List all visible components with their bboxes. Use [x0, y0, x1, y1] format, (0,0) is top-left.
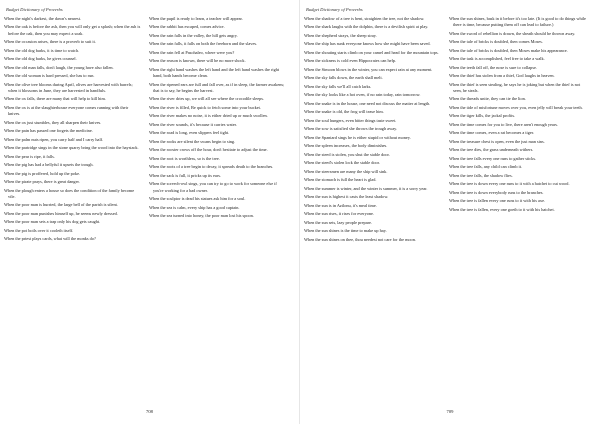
proverb-entry: When the steersmen are many the ship will sink.	[304, 168, 388, 174]
right-page	[300, 0, 600, 424]
proverb-entry: When the sculptor is dead his statues ask him for a soul.	[149, 196, 246, 202]
running-header: Budget Dictionary of Proverbs	[306, 7, 363, 12]
proverb-entry: When the rooks are silent the swans begin to sing.	[149, 138, 236, 144]
proverb-entry: When the plough enters a house so does the condition of the family become vile.	[4, 187, 135, 199]
proverb-entry: When the tree dies, the grass underneath withers.	[449, 147, 534, 153]
proverb-entry: When the teeth fall off, the nose is sure to collapse.	[449, 64, 537, 70]
proverb-entry: When the tide of misfortune moves over you, even jelly will break your teeth.	[449, 104, 583, 110]
proverb-entry: When the priest plays cards, what will the monks do?	[4, 236, 96, 242]
proverb-entry: When the rabbit has escaped, comes advice.	[149, 24, 225, 30]
proverb-entry: When the sword of rebellion is drawn, the sheath should be thrown away.	[449, 30, 576, 36]
proverb-entry: When the tree is down every one runs to it with a hatchet to cut wood.	[449, 181, 570, 187]
proverb-entry: When the rain falls, it falls on both the freeborn and the slaves.	[149, 41, 258, 47]
page-number: 709	[446, 409, 454, 414]
proverb-entry: When the river dries up, we will all see where the crocodile sleeps.	[149, 96, 265, 102]
proverb-entry: When the pig has had a bellyful it upsets the trough.	[4, 162, 94, 168]
proverb-entry: When the pupil is ready to learn, a teacher will appear.	[149, 16, 243, 21]
proverb-entry: When the sea turned into honey, the poor man lost his spoon.	[149, 213, 254, 219]
proverb-entry: When the rooster crows off the hour, don't hesitate to adjust the time.	[149, 147, 268, 153]
proverb-entry: When the river sounds, it's because it carries water.	[149, 121, 237, 127]
proverb-entry: When the Simoon blows in the winter, you can expect rain at any moment.	[304, 66, 433, 72]
proverb-entry: When the sky falls we'll all catch larks.	[304, 83, 372, 89]
proverb-entry: When the tale of bricks is doubled, then comes Moses.	[449, 39, 543, 45]
proverb-entry: When the time comes, even a rat becomes a tiger.	[449, 130, 535, 136]
proverb-entry: When the task is accomplished, feel free to take a walk.	[449, 56, 545, 62]
proverb-entry: When the sun is in Azilonu, it's meal time.	[304, 202, 377, 208]
proverb-entry: When the sickness is cold even Hippocrates can help.	[304, 58, 396, 64]
proverb-entry: When the ox just stumbles, they all sharpen their knives.	[4, 119, 102, 125]
proverb-entry: When the partridge sings in the stone quarry bring the wood into the haystack.	[4, 145, 139, 151]
proverb-entry: When the tree is fallen, every one goeth to it with his hatchet.	[449, 206, 555, 212]
proverb-entry: When the reason is known, there will be no more shock.	[149, 58, 246, 64]
proverb-entry: When the old dog barks, it is time to watch.	[4, 47, 80, 53]
column-1	[304, 16, 441, 245]
proverb-entry: When the root is worthless, so is the tree.	[149, 155, 220, 161]
proverb-entry: When the tree is down everybody runs to the branches.	[449, 189, 544, 195]
proverb-entry: When the sky looks like a hot oven, if no rain today, rain tomorrow.	[304, 92, 421, 98]
proverb-entry: When the sea is calm, every ship has a good captain.	[149, 204, 240, 210]
proverb-entry: When the shepherd strays, the sheep stray.	[304, 32, 377, 38]
proverb-entry: When the river makes no noise, it is either dried up or much swollen.	[149, 113, 268, 119]
proverb-entry: When the sun rises, it rises for everyone.	[304, 211, 375, 217]
proverb-entry: When the shark laughs with the dolphin, there is a devilish spirit at play.	[304, 24, 429, 30]
proverb-entry: When the steed is stolen, you shut the stable door.	[304, 151, 390, 157]
proverb-entry: When the poor man sets a trap only his dog gets caught.	[4, 219, 101, 225]
proverb-entry: When the poor man punishes himself up, he seems newly dressed.	[4, 210, 118, 216]
proverb-entry: When the tree falls, the shadow flies.	[449, 172, 513, 178]
proverb-entry: When the snake is old, the frog will tease him.	[304, 109, 384, 115]
proverb-entry: When the pirate prays, there is great danger.	[4, 179, 80, 185]
proverb-entry: When the pear is ripe, it falls.	[4, 153, 55, 159]
proverb-entry: When the Spaniard sings he is either stupid or without money.	[304, 134, 411, 140]
proverb-entry: When the steed's stolen lock the stable door.	[304, 160, 380, 166]
proverb-entry: When the summer is winter, and the winter is summer, it is a sorry year.	[304, 185, 428, 191]
proverb-entry: When the old man falls, don't laugh, the young have also fallen.	[4, 64, 114, 70]
proverb-entry: When the sow is satisfied she throws the trough away.	[304, 126, 398, 132]
proverb-entry: When the sack is full, it pricks up its ears.	[149, 172, 221, 178]
proverb-entry: When the old woman is hard pressed, she has to run.	[4, 73, 95, 79]
proverb-entry: When the olive tree blooms during April, olives are harvested with barrels; when it blossoms in June, they are harvested in handfuls.	[4, 81, 133, 93]
proverb-entry: When the tale of bricks is doubled, then Moses make his appearance.	[449, 47, 568, 53]
proverb-entry: When the ripened ears are full and fall over, as if in sleep, the farmer awakens; that is to say, he begins the harvest.	[149, 81, 285, 93]
proverb-entry: When the snake is in the house, one need not discuss the matter at length.	[304, 100, 431, 106]
proverb-entry: When the occasion arises, there is a proverb to suit it.	[4, 39, 96, 45]
column-2	[449, 16, 586, 245]
proverb-entry: When the shadow of a tree is bent, straighten the tree, not the shadow.	[304, 16, 425, 21]
proverb-entry: When the right hand washes the left hand and the left hand washes the right hand, both hands become clean.	[149, 66, 280, 79]
columns	[304, 16, 596, 245]
page-number: 708	[146, 409, 153, 414]
proverb-entry: When the ox is at the slaughterhouse everyone comes running with their knives.	[4, 104, 129, 117]
column-1	[4, 16, 141, 245]
proverb-entry: When the tree falls every one runs to gather sticks.	[449, 155, 537, 161]
proverb-entry: When the roots of a tree begin to decay, it spreads death to the branches.	[149, 164, 274, 170]
proverb-entry: When the soul hungers, even bitter things taste sweet.	[304, 117, 397, 123]
proverb-entry: When the shouting starts climb on your camel and head for the mountain tops.	[304, 49, 439, 55]
proverb-entry: When the road is long, even slippers feel tight.	[149, 130, 230, 136]
proverb-entry: When the threads unite, they can tie the lion.	[449, 96, 526, 102]
proverb-entry: When the river is filled, Be quick to fetch some into your bucket.	[149, 104, 261, 110]
proverb-entry: When the pain has passed one forgets the medicine.	[4, 128, 93, 134]
running-header: Budget Dictionary of Proverbs	[6, 7, 63, 12]
proverb-entry: When the thief has stolen from a thief, God laughs in heaven.	[449, 73, 555, 79]
proverb-entry: When the spleen increases, the body diminishes.	[304, 143, 388, 149]
proverb-entry: When the ox falls, there are many that will help to kill him.	[4, 96, 106, 102]
proverb-entry: When the pig is proffered, hold up the poke.	[4, 170, 81, 176]
proverb-entry: When the tree is fallen every one runs to it with his axe.	[449, 198, 546, 204]
proverb-entry: When the rain fell at Pasohaleo, where were you?	[149, 49, 235, 55]
proverb-entry: When the sky falls down, the earth shall melt.	[304, 75, 383, 81]
proverb-entry: When the tiger kills, the jackal profits.	[449, 113, 516, 119]
proverb-entry: When the oak is before the ash, then you will only get a splash; when the ash is before the oak, then you may expect a soak.	[4, 24, 141, 36]
proverb-entry: When the sun shines, bask in it before it's too late. (It is good to do things while there is time, because putting them off can lead to failure.)	[449, 16, 586, 28]
proverb-entry: When the poor man is hurried, the large bell of the parish is silent.	[4, 202, 118, 208]
columns	[4, 16, 295, 245]
proverb-entry: When the thief is seen stealing, he says he is joking but when the thief is not seen, he steals.	[449, 81, 581, 93]
proverb-entry: When the treasure chest is open, even the just man sins.	[449, 138, 545, 144]
proverb-entry: When the tree falls, any child can climb it.	[449, 164, 523, 170]
proverb-entry: When the rain falls in the valley, the hill gets angry.	[149, 32, 238, 38]
column-2	[149, 16, 286, 245]
proverb-entry: When the stomach is full the heart is glad.	[304, 177, 377, 183]
proverb-entry: When the sun is highest it casts the least shadow.	[304, 194, 389, 200]
proverb-entry: When the screech-owl sings, you can try to go to work for someone else if you're working for a bad owner.	[149, 181, 277, 193]
proverb-entry: When the pot boils over it cooleth itself.	[4, 227, 74, 233]
proverb-entry: When the night's darkest, the dawn's nearest.	[4, 16, 81, 21]
proverb-entry: When the sun shines is the time to make up hay.	[304, 228, 387, 234]
proverb-entry: When the ship has sunk everyone knows how she might have been saved.	[304, 41, 431, 47]
proverb-entry: When the sun shines on thee, thou needest not care for the moon.	[304, 236, 416, 242]
proverb-entry: When the old dog barks, he gives counsel.	[4, 56, 77, 62]
proverb-entry: When the palm nuts ripen, you carry half and I carry half.	[4, 136, 104, 142]
proverb-entry: When the sun sets, lazy people prepare.	[304, 219, 373, 225]
proverb-entry: When the time comes for you to live, there aren't enough years.	[449, 121, 558, 127]
